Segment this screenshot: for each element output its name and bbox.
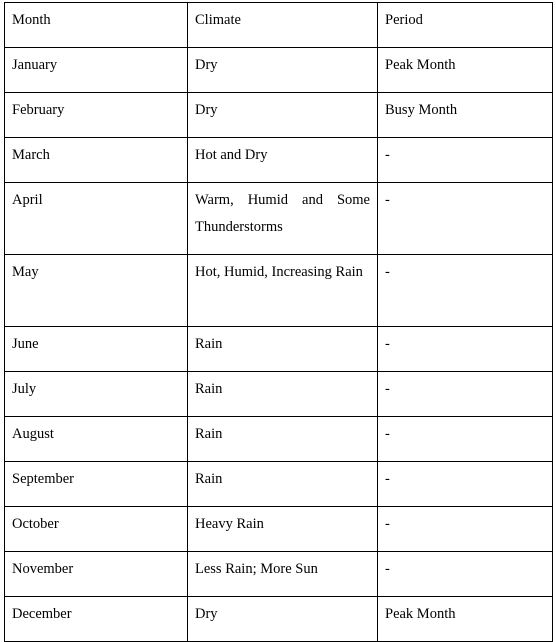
climate-table xyxy=(4,2,553,642)
climate-cell: Warm, Humid and Some Thunderstorms xyxy=(188,183,378,255)
table-header-row xyxy=(5,3,553,48)
month-cell: February xyxy=(5,93,188,138)
climate-cell: Hot and Dry xyxy=(188,138,378,183)
climate-cell: Rain xyxy=(188,462,378,507)
climate-cell: Hot, Humid, Increasing Rain xyxy=(188,255,378,327)
table-row xyxy=(5,372,553,417)
column-header-climate: Climate xyxy=(188,3,378,48)
month-cell: December xyxy=(5,597,188,642)
period-cell: - xyxy=(378,183,553,255)
period-cell: - xyxy=(378,372,553,417)
table-row xyxy=(5,93,553,138)
period-cell: - xyxy=(378,327,553,372)
table-row xyxy=(5,507,553,552)
table-row xyxy=(5,597,553,642)
period-cell: - xyxy=(378,507,553,552)
period-cell: - xyxy=(378,255,553,327)
month-cell: October xyxy=(5,507,188,552)
period-cell: - xyxy=(378,462,553,507)
month-cell: July xyxy=(5,372,188,417)
climate-cell: Rain xyxy=(188,327,378,372)
period-cell: - xyxy=(378,138,553,183)
column-header-month: Month xyxy=(5,3,188,48)
month-cell: August xyxy=(5,417,188,462)
month-cell: September xyxy=(5,462,188,507)
climate-cell: Dry xyxy=(188,597,378,642)
climate-cell: Dry xyxy=(188,48,378,93)
period-cell: Peak Month xyxy=(378,597,553,642)
climate-cell: Less Rain; More Sun xyxy=(188,552,378,597)
table-row xyxy=(5,255,553,327)
climate-cell: Rain xyxy=(188,417,378,462)
period-cell: - xyxy=(378,552,553,597)
climate-cell: Dry xyxy=(188,93,378,138)
climate-cell: Heavy Rain xyxy=(188,507,378,552)
month-cell: May xyxy=(5,255,188,327)
table-row xyxy=(5,327,553,372)
month-cell: March xyxy=(5,138,188,183)
month-cell: January xyxy=(5,48,188,93)
table-row xyxy=(5,552,553,597)
column-header-period: Period xyxy=(378,3,553,48)
table-row xyxy=(5,462,553,507)
climate-cell: Rain xyxy=(188,372,378,417)
month-cell: June xyxy=(5,327,188,372)
table-row xyxy=(5,417,553,462)
table-row xyxy=(5,138,553,183)
table-row xyxy=(5,48,553,93)
month-cell: November xyxy=(5,552,188,597)
period-cell: Peak Month xyxy=(378,48,553,93)
period-cell: Busy Month xyxy=(378,93,553,138)
month-cell: April xyxy=(5,183,188,255)
table-row xyxy=(5,183,553,255)
period-cell: - xyxy=(378,417,553,462)
